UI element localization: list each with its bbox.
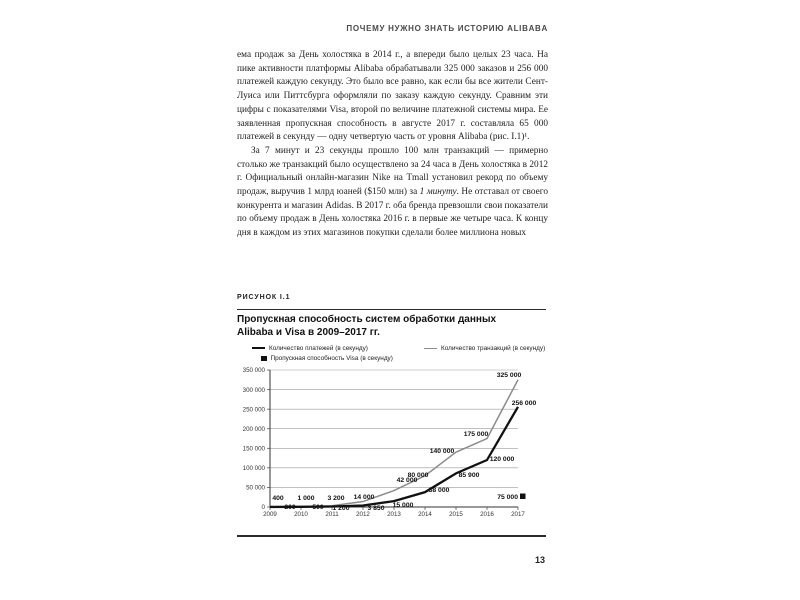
- legend-item-transactions: [424, 345, 545, 352]
- throughput-line-chart: [237, 360, 548, 520]
- y-tick-label: 50 000: [246, 484, 265, 492]
- paragraph-1: ема продаж за День холостяка в 2014 г., а впереди было целых 23 часа. На пике активности платформы Alibaba обрабатывали 325 000 заказов и 256 000 платежей каждую секунду. Это было все равно, как если бы все жители Сент-Луиса или Питтсбурга оформляли по заказу каждую секунду. Сравним эти цифры с показателями Visa, второй по величине платежной системы мира. Ее заявленная пропускная способность в августе 2017 г. составляла 65 000 платежей в секунду — одну четвертую часть от уровня Alibaba (рис. I.1)¹.: [237, 50, 548, 143]
- x-tick-label: 2015: [449, 511, 463, 518]
- transactions-line: [270, 380, 518, 507]
- figure-label: РИСУНОК I.1: [237, 294, 291, 301]
- y-tick-label: 0: [261, 504, 265, 512]
- data-label: 14 000: [353, 494, 375, 501]
- data-label: 400: [272, 495, 284, 502]
- data-label: 80 000: [407, 472, 429, 479]
- data-label: 42 000: [396, 477, 418, 484]
- body-text: [237, 49, 548, 241]
- payments-line: [270, 407, 518, 507]
- legend-label-visa: Пропускная способность Visa (в секунду): [270, 355, 393, 362]
- data-label: 500: [312, 504, 324, 511]
- legend-item-payments: [252, 345, 368, 352]
- figure-title-line2: Alibaba и Visa в 2009–2017 гг.: [237, 326, 380, 338]
- data-label: 3 200: [327, 495, 345, 502]
- legend-label-payments: Количество платежей (в секунду): [269, 345, 368, 352]
- data-label: 38 000: [428, 487, 450, 494]
- y-tick-label: 200 000: [242, 425, 265, 433]
- y-tick-label: 250 000: [242, 406, 265, 414]
- x-tick-label: 2012: [356, 511, 370, 518]
- data-label: 3 850: [367, 505, 385, 512]
- paragraph-2-start: За 7 минут и 23 секунды прошло 100 млн транзакций — примерно столько же транзакций было осуществлено за 24 часа в День холостяка в 2012 г. Официальный онлайн-магазин Nike на Tmall установил рекорд по объему продаж, выручив 1 млрд юаней ($150 млн) за: [237, 145, 548, 198]
- x-tick-label: 2017: [511, 511, 525, 518]
- payments-line-swatch-icon: [252, 347, 265, 349]
- figure-title-line1: Пропускная способность систем обработки данных: [237, 314, 497, 325]
- data-label: 1 000: [297, 495, 315, 502]
- data-label: 85 900: [458, 472, 480, 479]
- x-tick-label: 2009: [263, 511, 277, 518]
- x-tick-label: 2010: [294, 511, 308, 518]
- legend-label-transactions: Количество транзакций (в секунду): [441, 345, 546, 352]
- figure-divider: [237, 309, 546, 310]
- data-label: 256 000: [511, 400, 537, 407]
- transactions-line-swatch-icon: [424, 348, 437, 349]
- running-head: ПОЧЕМУ НУЖНО ЗНАТЬ ИСТОРИЮ ALIBABA: [346, 24, 548, 33]
- x-tick-label: 2013: [387, 511, 401, 518]
- x-tick-label: 2011: [325, 511, 339, 518]
- figure-title: [237, 314, 548, 339]
- data-label: 140 000: [429, 448, 455, 455]
- paragraph-2-end: . Не отставал от своего конкурента и магазин Adidas. В 2017 г. оба бренда превзошли свои показатели по объему продаж в День холостяка 2016 г. в первые же четыре часа. К концу дня в каждом из этих магазинов покупки сделали более миллиона новых: [237, 187, 549, 239]
- paragraph-2-italic: 1 минуту: [419, 187, 457, 198]
- x-tick-label: 2016: [480, 511, 494, 518]
- x-tick-label: 2014: [418, 511, 432, 518]
- paragraph-2: [237, 145, 548, 241]
- data-label: 15 000: [392, 502, 414, 509]
- visa-capacity-marker: [520, 494, 526, 500]
- data-label: 175 000: [463, 431, 489, 438]
- data-label: 1 200: [332, 505, 350, 512]
- y-tick-label: 300 000: [242, 386, 265, 394]
- page-number: 13: [534, 555, 545, 565]
- y-tick-label: 150 000: [242, 445, 265, 453]
- data-label: 325 000: [496, 372, 522, 379]
- data-label: 200: [284, 504, 296, 511]
- footer-divider: [237, 535, 546, 537]
- data-label: 120 000: [489, 456, 515, 463]
- y-tick-label: 100 000: [242, 465, 265, 473]
- y-tick-label: 350 000: [242, 367, 265, 375]
- visa-capacity-label: 75 000: [497, 494, 518, 501]
